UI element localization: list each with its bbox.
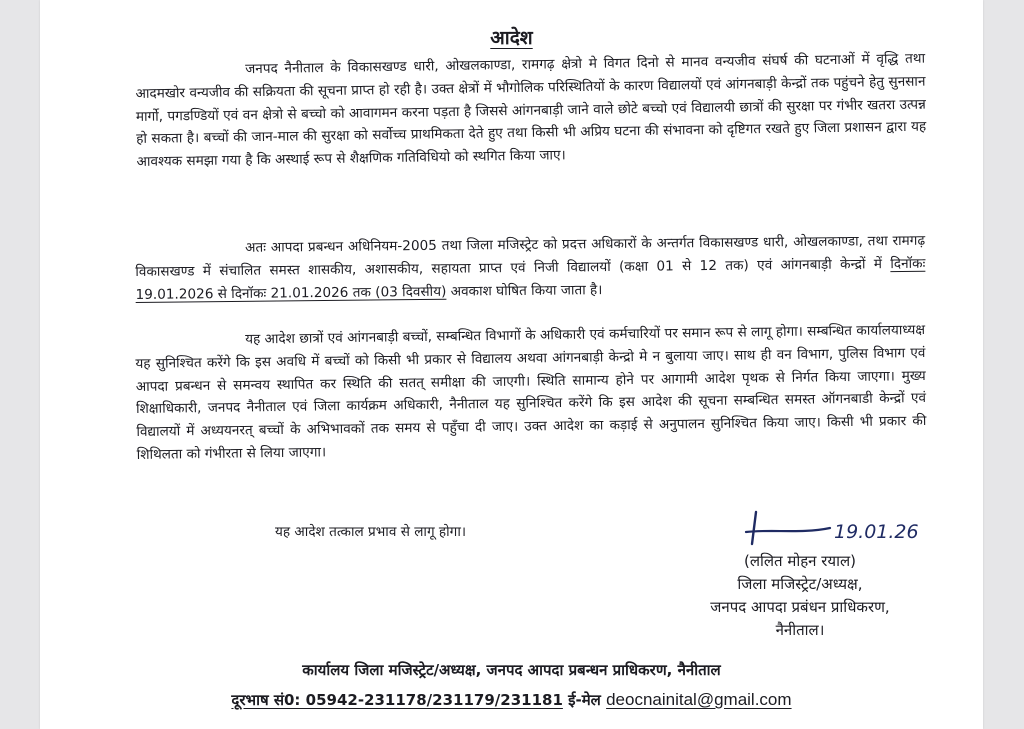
signatory-block [660,550,940,642]
holiday-order-text: अतः आपदा प्रबन्धन अधिनियम-2005 तथा जिला मजिस्ट्रेट को प्रदत्त अधिकारों के अन्तर्गत विकासखण्ड धारी, ओखलकाण्डा, तथा रामगढ़ विकासखण्ड में संचालित समस्त शासकीय, अशासकीय, सहायता प्राप्त एवं निजी विद्यालयों (कक्षा 01 से 12 तक) एवं आंगनबाड़ी केन्द्रों में [135,232,926,280]
paragraph-background [135,48,927,174]
document-title: आदेश [490,27,533,49]
signatory-place: नैनीताल। [775,621,825,639]
signatory-name: (ललित मोहन रयाल) [743,552,857,570]
effect-line: यह आदेश तत्काल प्रभाव से लागू होगा। [275,524,466,540]
footer-email-link[interactable]: deocnainital@gmail.com [606,690,792,709]
paragraph-holiday-order [135,230,926,307]
footer-email-label: ई-मेल [568,691,601,709]
footer-office: कार्यालय जिला मजिस्ट्रेट/अध्यक्ष, जनपद आपदा प्रबन्धन प्राधिकरण, नैनीताल [302,661,721,679]
signature-date: 19.01.26 [834,521,919,543]
handwritten-signature [742,504,952,549]
footer-contact [40,690,983,710]
holiday-order-tail: अवकाश घोषित किया जाता है। [446,281,603,300]
paragraph-instructions-text: यह आदेश छात्रों एवं आंगनबाड़ी बच्चों, सम्बन्धित विभागों के अधिकारी एवं कर्मचारियों पर समान रूप से लागू होगा। सम्बन्धित कार्यालयाध्यक्ष यह सुनिश्चित करेंगे कि इस अवधि में बच्चों को किसी भी प्रकार से विद्यालय अथवा आंगनबाड़ी केन्द्रो मे न बुलाया जाए। साथ ही वन विभाग, पुलिस विभाग एवं आपदा प्रबन्धन से समन्वय स्थापित कर स्थिति की सतत् समीक्षा की जाएगी। स्थिति सामान्य होने पर आगामी आदेश पृथक से निर्गत किया जाएगा। मुख्य शिक्षाधिकारी, जनपद नैनीताल एवं जिला कार्यक्रम अधिकारी, नैनीताल यह सुनिश्चित करेंगे कि इस आदेश की सूचना सम्बन्धित समस्त ऑगनबाडी केन्द्रों एवं विद्यालयों में अध्ययनरत् बच्चों के अभिभावकों तक समय से पहुँचा दी जाए। उक्त आदेश का कड़ाई से अनुपालन सुनिश्चित किया जाए। किसी भी प्रकार की शिथिलता को गंभीरता से लिया जाएगा। [135,321,927,463]
paragraph-background-text: जनपद नैनीताल के विकासखण्ड धारी, ओखलकाण्डा, रामगढ़ क्षेत्रो मे विगत दिनो से मानव वन्यजीव संघर्ष की घटनाओं में वृद्धि तथा आदमखोर वन्यजीव की सक्रियता की सूचना प्राप्त हो रही है। उक्त क्षेत्रों में भौगोलिक परिस्थितियों के कारण विद्यालयों एवं आंगनबाड़ी केन्द्रों तक पहुंचने हेतु सुनसान मार्गो, पगडण्डियों एवं वन क्षेत्रो से बच्चो को आवागमन करना पड़ता है जिससे आंगनबाड़ी जाने वाले छोटे बच्चो एवं विद्यालयी छात्रों की सुरक्षा पर गंभीर खतरा उत्पन्न हो सकता है। बच्चों की जान-माल की सुरक्षा को सर्वोच्च प्राथमिकता देते हुए तथा किसी भी अप्रिय घटना की संभावना को दृष्टिगत रखते हुए जिला प्रशासन द्वारा यह आवश्यक समझा गया है कि अस्थाई रूप से शैक्षणिक गतिविधियो को स्थगित किया जाए। [135,50,927,171]
signatory-authority: जनपद आपदा प्रबंधन प्राधिकरण, [710,598,890,616]
holiday-dates: दिनॉकः 19.01.2026 से दिनॉकः 21.01.2026 तक (03 दिवसीय) [135,255,926,303]
signatory-designation: जिला मजिस्ट्रेट/अध्यक्ष, [737,575,863,593]
document-page [40,0,983,729]
paragraph-instructions [135,319,927,467]
footer-phone: दूरभाष सं0: 05942-231178/231179/231181 [231,691,563,709]
